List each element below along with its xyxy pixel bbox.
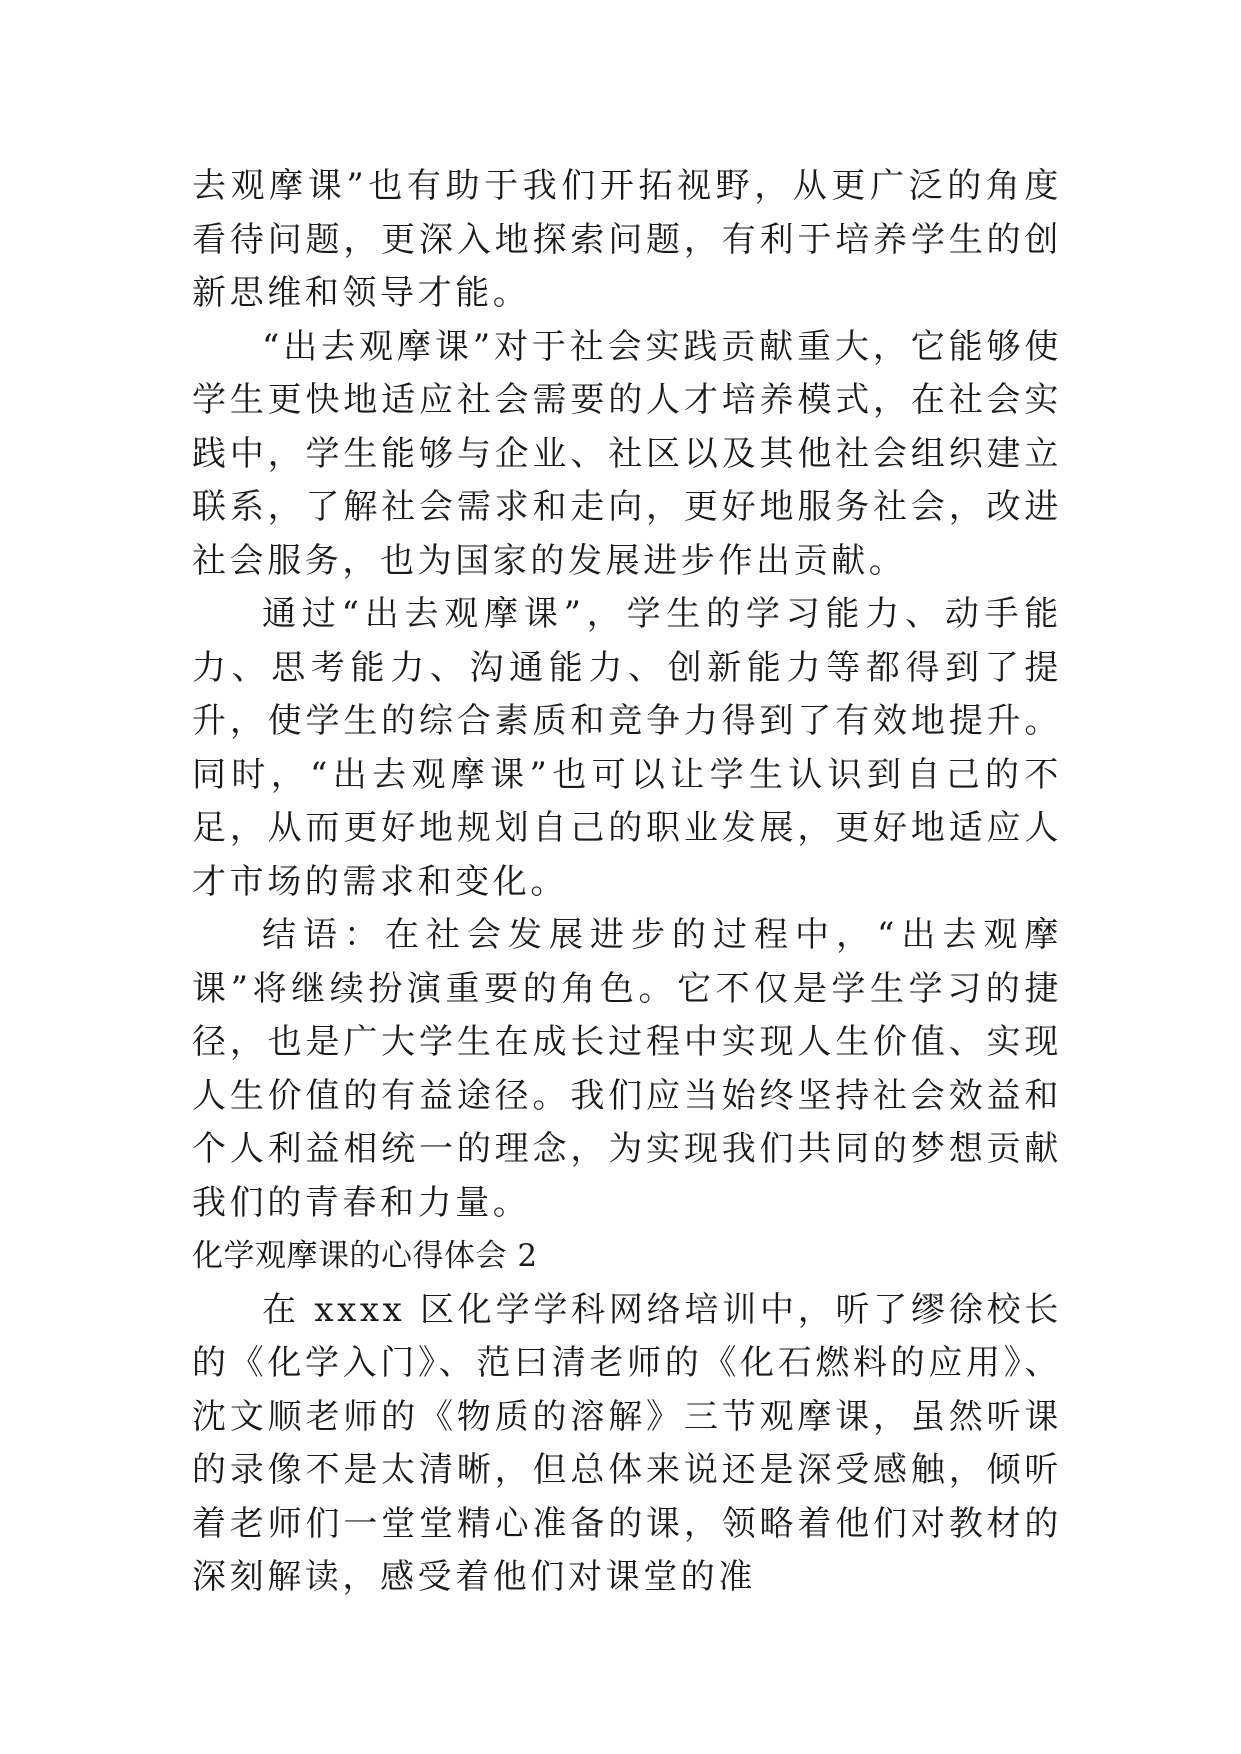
paragraph-4: 结语：在社会发展进步的过程中，“出去观摩课”将继续扮演重要的角色。它不仅是学生学习的捷径，也是广大学生在成长过程中实现人生价值、实现人生价值的有益途径。我们应当始终坚持社会效益和个人利益相统一的理念，为实现我们共同的梦想贡献我们的青春和力量。 bbox=[192, 915, 1062, 1223]
document-page bbox=[192, 160, 1062, 1605]
section-heading: 化学观摩课的心得体会 2 bbox=[192, 1238, 538, 1274]
paragraph-1: 去观摩课”也有助于我们开拓视野，从更广泛的角度看待问题，更深入地探索问题，有利于培养学生的创新思维和领导才能。 bbox=[192, 166, 1062, 313]
paragraph-2: “出去观摩课”对于社会实践贡献重大，它能够使学生更快地适应社会需要的人才培养模式，在社会实践中，学生能够与企业、社区以及其他社会组织建立联系，了解社会需求和走向，更好地服务社会，改进社会服务，也为国家的发展进步作出贡献。 bbox=[192, 326, 1062, 581]
paragraph-3: 通过“出去观摩课”，学生的学习能力、动手能力、思考能力、沟通能力、创新能力等都得到了提升，使学生的综合素质和竞争力得到了有效地提升。同时，“出去观摩课”也可以让学生认识到自己的不足，从而更好地规划自己的职业发展，更好地适应人才市场的需求和变化。 bbox=[192, 594, 1062, 902]
paragraph-5: 在 xxxx 区化学学科网络培训中，听了缪徐校长的《化学入门》、范曰清老师的《化石燃料的应用》、沈文顺老师的《物质的溶解》三节观摩课，虽然听课的录像不是太清晰，但总体来说还是深受感触，倾听着老师们一堂堂精心准备的课，领略着他们对教材的深刻解读，感受着他们对课堂的准 bbox=[192, 1289, 1062, 1597]
